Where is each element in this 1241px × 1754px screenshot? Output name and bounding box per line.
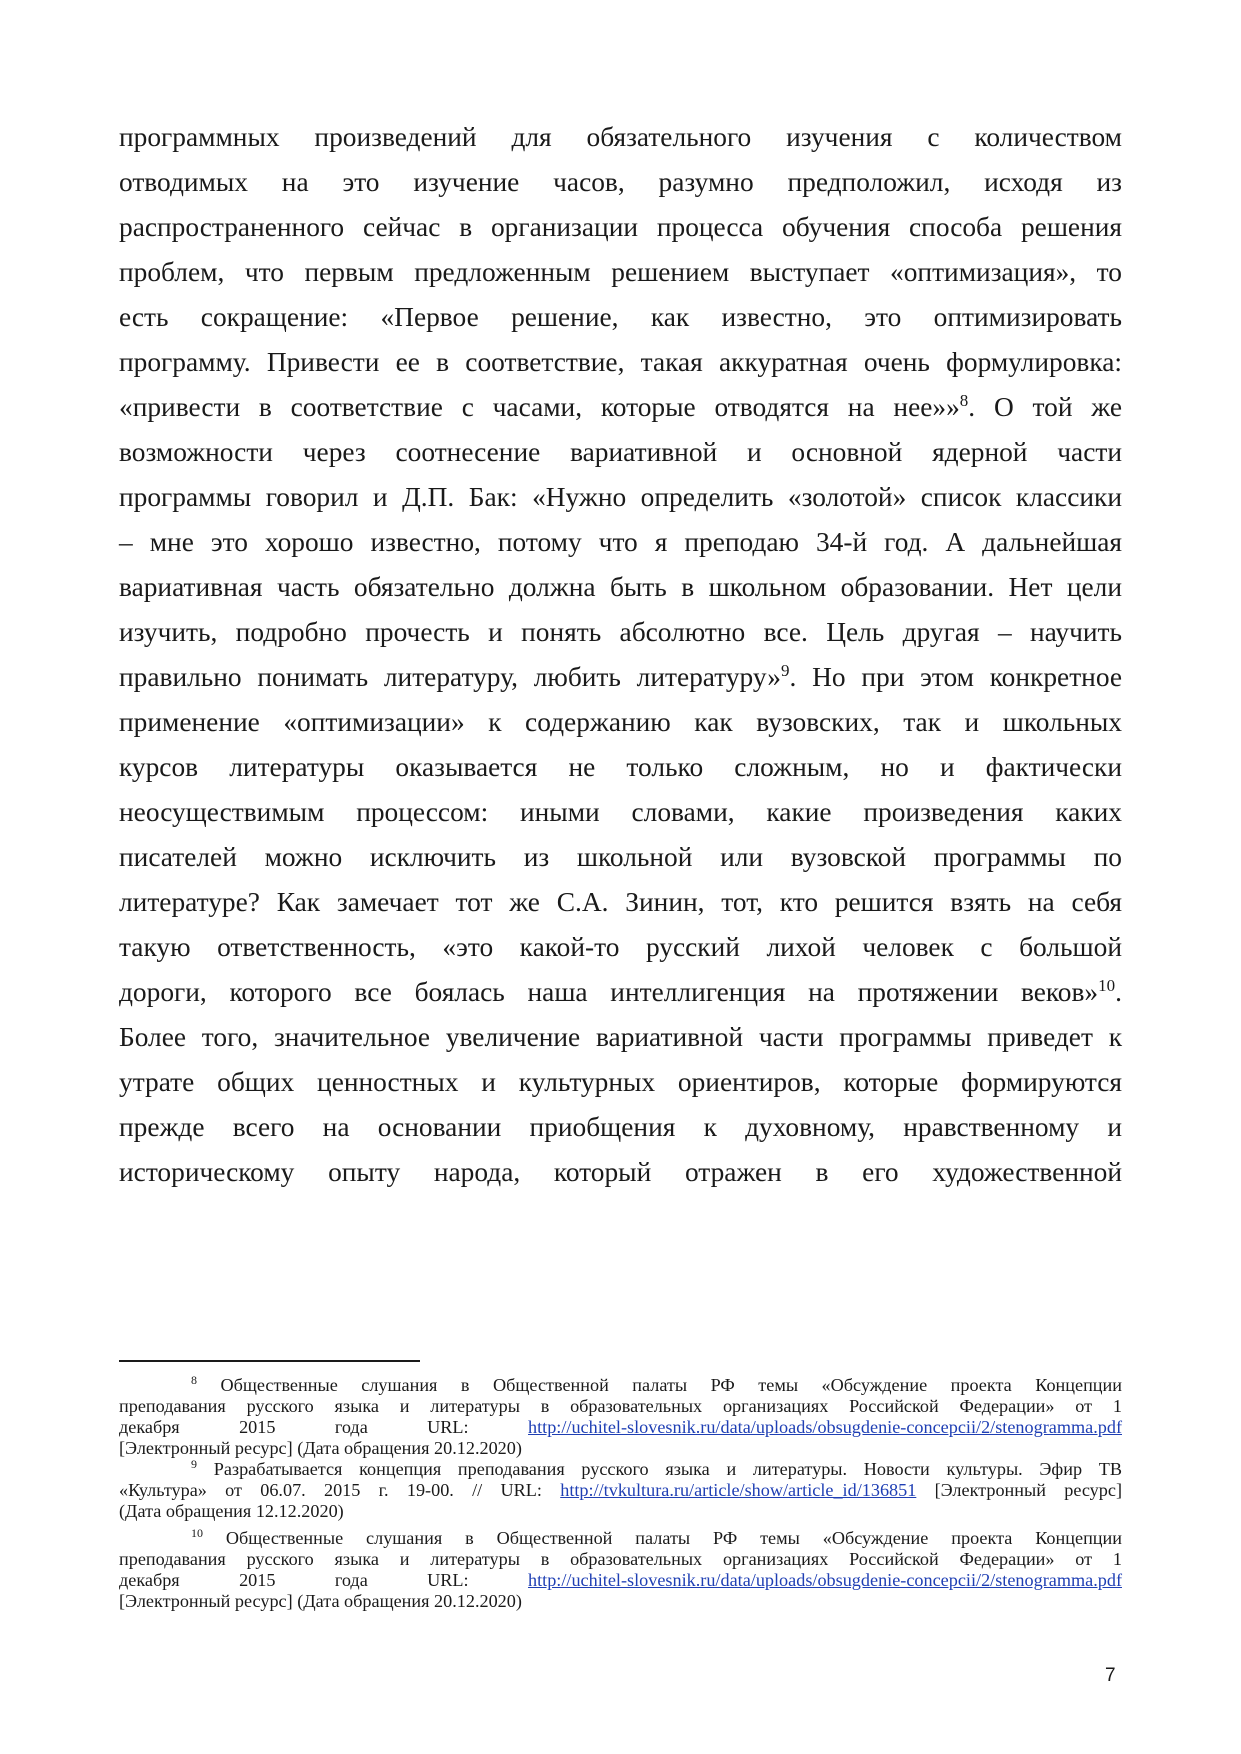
footnote-reference[interactable]: 8 [959, 391, 969, 410]
footnote-separator [119, 1360, 420, 1362]
footnote-line: преподавания русского языка и литературы в образовательных организациях Российской Федерации» от 1 [119, 1396, 1122, 1416]
footnote-text: Общественные слушания в Общественной палаты РФ темы «Обсуждение проекта Концепции [225, 1528, 1123, 1548]
body-line: курсов литературы оказывается не только сложным, но и фактически [119, 752, 1122, 782]
body-line: отводимых на это изучение часов, разумно предположил, исходя из [119, 167, 1122, 197]
footnote-line [119, 1417, 1122, 1438]
body-line: литературе? Как замечает тот же С.А. Зинин, тот, кто решится взять на себя [119, 887, 1122, 917]
body-line: писателей можно исключить из школьной или вузовской программы по [119, 842, 1122, 872]
footnote-line [119, 1570, 1122, 1591]
page-number: 7 [1105, 1665, 1116, 1686]
footnote-number: 10 [191, 1526, 203, 1540]
body-line: возможности через соотнесение вариативной и основной ядерной части [119, 437, 1122, 467]
body-line-text: «привести в соответствие с часами, которые отводятся на нее»» [119, 392, 960, 422]
footnote-8 [191, 1375, 1122, 1396]
footnote-reference[interactable]: 9 [780, 661, 790, 680]
body-line: вариативная часть обязательно должна быть в школьном образовании. Нет цели [119, 572, 1122, 602]
footnote-text: декабря 2015 года URL: [119, 1417, 469, 1437]
footnote-number: 8 [191, 1373, 197, 1387]
body-line: программных произведений для обязательного изучения с количеством [119, 122, 1122, 152]
footnote-text: Общественные слушания в Общественной палаты РФ темы «Обсуждение проекта Концепции [220, 1375, 1123, 1395]
body-line-text: . [1115, 977, 1122, 1007]
footnote-link[interactable]: http://tvkultura.ru/article/show/article_id/136851 [560, 1480, 917, 1500]
body-line [119, 972, 1122, 1012]
body-line: Более того, значительное увеличение вариативной части программы приведет к [119, 1022, 1122, 1052]
body-line: неосуществимым процессом: иными словами, какие произведения каких [119, 797, 1122, 827]
footnote-link[interactable]: http://uchitel-slovesnik.ru/data/uploads/obsugdenie-concepcii/2/stenogramma.pdf [528, 1570, 1122, 1590]
footnote-line [119, 1480, 1122, 1501]
body-line-text: дороги, которого все боялась наша интеллигенция на протяжении веков» [119, 977, 1099, 1007]
footnote-line: преподавания русского языка и литературы в образовательных организациях Российской Федерации» от 1 [119, 1549, 1122, 1569]
body-line: такую ответственность, «это какой-то русский лихой человек с большой [119, 932, 1122, 962]
body-line: – мне это хорошо известно, потому что я преподаю 34-й год. А дальнейшая [119, 527, 1122, 557]
body-line: историческому опыту народа, который отражен в его художественной [119, 1157, 1122, 1187]
body-line: распространенного сейчас в организации процесса обучения способа решения [119, 212, 1122, 242]
footnote-text: декабря 2015 года URL: [119, 1570, 469, 1590]
body-line [119, 657, 1122, 697]
footnote-10 [191, 1528, 1122, 1549]
body-line: прежде всего на основании приобщения к духовному, нравственному и [119, 1112, 1122, 1142]
footnote-line: [Электронный ресурс] (Дата обращения 20.12.2020) [119, 1591, 522, 1611]
footnote-9 [191, 1459, 1122, 1480]
footnote-reference[interactable]: 10 [1098, 976, 1116, 995]
body-line: есть сокращение: «Первое решение, как известно, это оптимизировать [119, 302, 1122, 332]
footnote-number: 9 [191, 1457, 197, 1471]
body-line: проблем, что первым предложенным решением выступает «оптимизация», то [119, 257, 1122, 287]
body-line: программу. Привести ее в соответствие, такая аккуратная очень формулировка: [119, 347, 1122, 377]
body-line-text: . Но при этом конкретное [789, 662, 1123, 692]
footnote-text: «Культура» от 06.07. 2015 г. 19-00. // URL: [119, 1480, 542, 1500]
body-line-text: правильно понимать литературу, любить литературу» [119, 662, 781, 692]
body-line: утрате общих ценностных и культурных ориентиров, которые формируются [119, 1067, 1122, 1097]
body-line: программы говорил и Д.П. Бак: «Нужно определить «золотой» список классики [119, 482, 1122, 512]
footnote-text: Разрабатывается концепция преподавания русского языка и литературы. Новости культуры. Эфир ТВ [213, 1459, 1122, 1479]
body-line [119, 387, 1122, 427]
body-line-text: . О той же [968, 392, 1122, 422]
body-line: применение «оптимизации» к содержанию как вузовских, так и школьных [119, 707, 1122, 737]
footnote-link[interactable]: http://uchitel-slovesnik.ru/data/uploads/obsugdenie-concepcii/2/stenogramma.pdf [528, 1417, 1122, 1437]
footnote-text: [Электронный ресурс] [934, 1480, 1122, 1500]
body-line: изучить, подробно прочесть и понять абсолютно все. Цель другая – научить [119, 617, 1122, 647]
footnote-line: (Дата обращения 12.12.2020) [119, 1501, 344, 1521]
footnote-line: [Электронный ресурс] (Дата обращения 20.12.2020) [119, 1438, 522, 1458]
